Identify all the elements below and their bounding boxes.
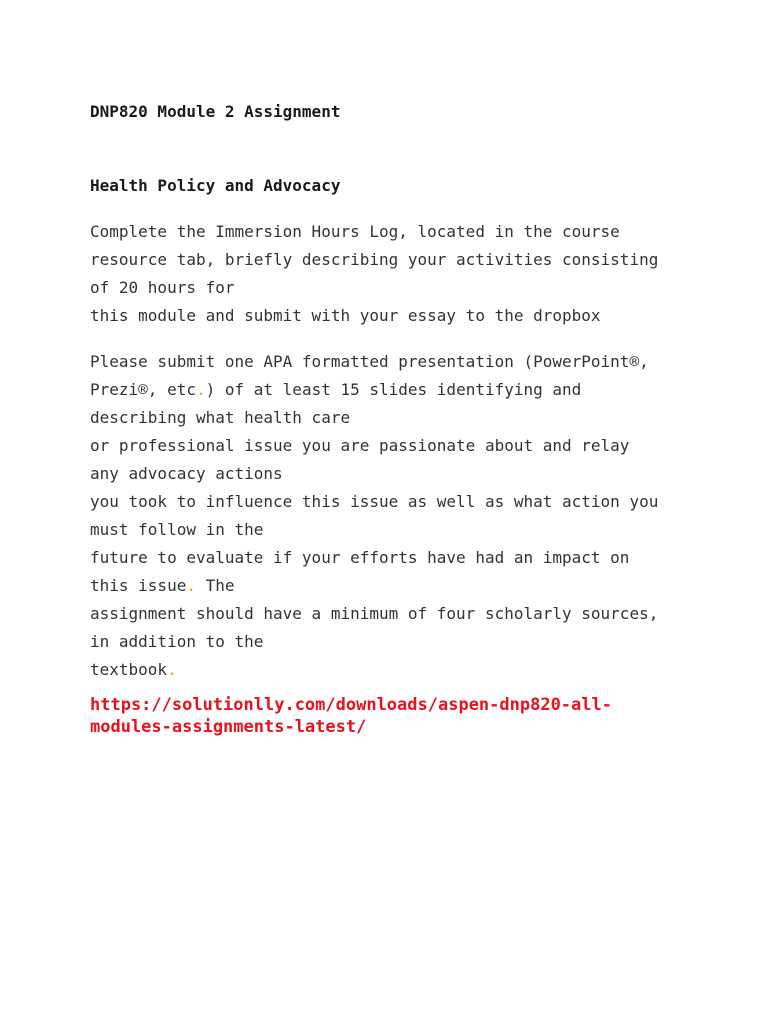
paragraph-line: must follow in the (90, 520, 264, 539)
paragraph-line (90, 656, 658, 684)
text-segment: The (195, 576, 235, 595)
paragraph-line: you took to influence this issue as well as what action you (90, 492, 659, 511)
paragraph-line: this module and submit with your essay to the dropbox (90, 306, 601, 325)
paragraph-line: describing what health care (90, 408, 351, 427)
text-segment: ) of at least 15 slides identifying and (205, 380, 582, 399)
highlighted-period: . (195, 380, 206, 399)
paragraph-line: resource tab, briefly describing your activities consisting (90, 250, 659, 269)
text-segment: textbook (90, 660, 168, 679)
highlighted-period: . (167, 660, 177, 679)
paragraph-presentation (90, 348, 658, 684)
highlighted-period: . (186, 576, 196, 595)
document-subtitle: Health Policy and Advocacy (90, 176, 341, 195)
paragraph-line: in addition to the (90, 632, 264, 651)
text-segment: Prezi®, etc (90, 380, 196, 399)
paragraph-line: Complete the Immersion Hours Log, located in the course (90, 222, 620, 241)
paragraph-line: or professional issue you are passionate about and relay (90, 436, 630, 455)
paragraph-line (90, 572, 658, 600)
paragraph-line: any advocacy actions (90, 464, 283, 483)
paragraph-line: of 20 hours for (90, 278, 235, 297)
link-line: modules-assignments-latest/ (90, 717, 367, 737)
solution-download-link[interactable] (90, 694, 612, 738)
paragraph-line: Please submit one APA formatted presentation (PowerPoint®, (90, 352, 649, 371)
document-title: DNP820 Module 2 Assignment (90, 102, 341, 121)
paragraph-line (90, 376, 658, 404)
paragraph-line: assignment should have a minimum of four scholarly sources, (90, 604, 659, 623)
link-line: https://solutionlly.com/downloads/aspen-dnp820-all- (90, 695, 612, 715)
text-segment: this issue (90, 576, 187, 595)
paragraph-immersion-log (90, 218, 658, 330)
paragraph-line: future to evaluate if your efforts have had an impact on (90, 548, 630, 567)
